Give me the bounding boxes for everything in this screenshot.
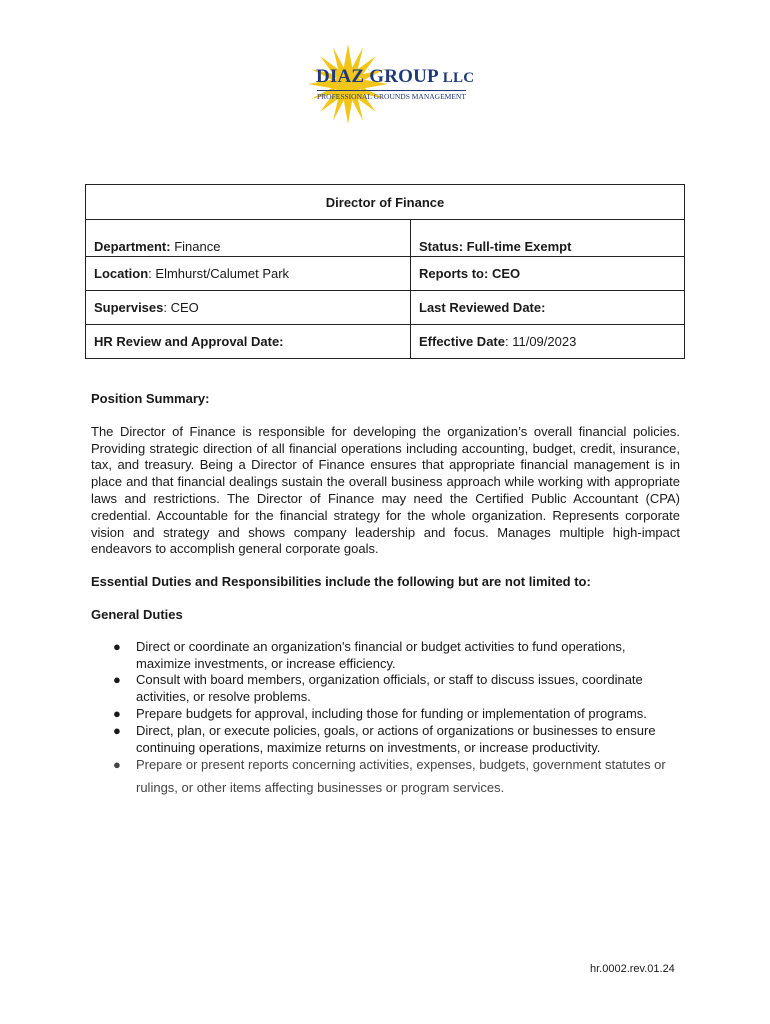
table-row bbox=[86, 257, 685, 291]
general-duties-heading: General Duties bbox=[91, 606, 183, 622]
position-summary-heading: Position Summary: bbox=[91, 391, 210, 406]
last-reviewed-cell bbox=[411, 291, 685, 325]
logo-suffix: LLC bbox=[442, 70, 475, 86]
table-row bbox=[86, 325, 685, 359]
list-item bbox=[91, 672, 680, 706]
list-item bbox=[91, 723, 680, 757]
document-code: hr.0002.rev.01.24 bbox=[590, 963, 675, 975]
position-summary-text: The Director of Finance is responsible for developing the organization’s overall financial policies. Providing strategic direction of all financial operations including accounting, budget, credit, insurance, tax, and treasury. Being a Director of Finance ensures that appropriate financial management is in place and that financial dealings sustain the overall business approach while working with appropriate laws and restrictions. The Director of Finance may need the Certified Public Accountant (CPA) credential. Accountable for the financial strategy for the whole organization. Represents corporate vision and strategy and shows company leadership and focus. Manages multiple high-impact endeavors to accomplish general corporate goals. bbox=[91, 423, 680, 557]
department-value: Finance bbox=[170, 239, 221, 254]
list-item bbox=[91, 639, 680, 673]
status-label: Status: Full-time Exempt bbox=[419, 239, 572, 254]
logo-tagline: PROFESSIONAL GROUNDS MANAGEMENT bbox=[317, 92, 466, 101]
department-cell bbox=[86, 220, 411, 257]
effective-date-cell bbox=[411, 325, 685, 359]
duty-text: Prepare or present reports concerning activities, expenses, budgets, government statutes or rulings, or other items affecting businesses or program services. bbox=[136, 757, 666, 796]
duty-text: Direct, plan, or execute policies, goals, or actions of organizations or businesses to ensure continuing operations, maximize returns on investments, or increase productivity. bbox=[136, 722, 656, 755]
duties-list bbox=[91, 639, 680, 800]
last-reviewed-label: Last Reviewed Date: bbox=[419, 300, 546, 315]
hr-review-label: HR Review and Approval Date: bbox=[94, 334, 284, 349]
duty-text: Consult with board members, organization officials, or staff to discuss issues, coordinate activities, or resolve problems. bbox=[136, 672, 643, 705]
location-label: Location bbox=[94, 266, 149, 281]
job-info-table bbox=[85, 184, 685, 359]
hr-review-cell bbox=[86, 325, 411, 359]
bullet-icon: ● bbox=[113, 757, 121, 773]
table-row bbox=[86, 291, 685, 325]
bullet-icon: ● bbox=[113, 638, 121, 654]
duty-text: Prepare budgets for approval, including those for funding or implementation of programs. bbox=[136, 705, 647, 721]
bullet-icon: ● bbox=[113, 672, 121, 688]
bullet-icon: ● bbox=[113, 705, 121, 721]
logo-name: DIAZ GROUP bbox=[316, 66, 438, 87]
list-item bbox=[91, 706, 680, 723]
list-item bbox=[91, 753, 680, 799]
reports-to-cell bbox=[411, 257, 685, 291]
table-title-row bbox=[86, 185, 685, 220]
logo-wordmark bbox=[316, 66, 474, 88]
status-cell bbox=[411, 220, 685, 257]
essential-duties-heading: Essential Duties and Responsibilities include the following but are not limited to: bbox=[91, 574, 591, 590]
effective-date-value: : 11/09/2023 bbox=[504, 334, 577, 349]
department-label: Department: bbox=[94, 239, 171, 254]
company-logo bbox=[300, 44, 475, 128]
supervises-cell bbox=[86, 291, 411, 325]
supervises-label: Supervises bbox=[94, 300, 164, 315]
duty-text: Direct or coordinate an organization's financial or budget activities to fund operations, maximize investments, or increase efficiency. bbox=[136, 638, 626, 671]
bullet-icon: ● bbox=[113, 722, 121, 738]
table-row bbox=[86, 220, 685, 257]
location-cell bbox=[86, 257, 411, 291]
supervises-value: : CEO bbox=[163, 300, 199, 315]
location-value: : Elmhurst/Calumet Park bbox=[148, 266, 290, 281]
document-body bbox=[91, 391, 680, 799]
effective-date-label: Effective Date bbox=[419, 334, 505, 349]
job-title: Director of Finance bbox=[86, 185, 685, 220]
reports-to-label: Reports to: CEO bbox=[419, 266, 521, 281]
